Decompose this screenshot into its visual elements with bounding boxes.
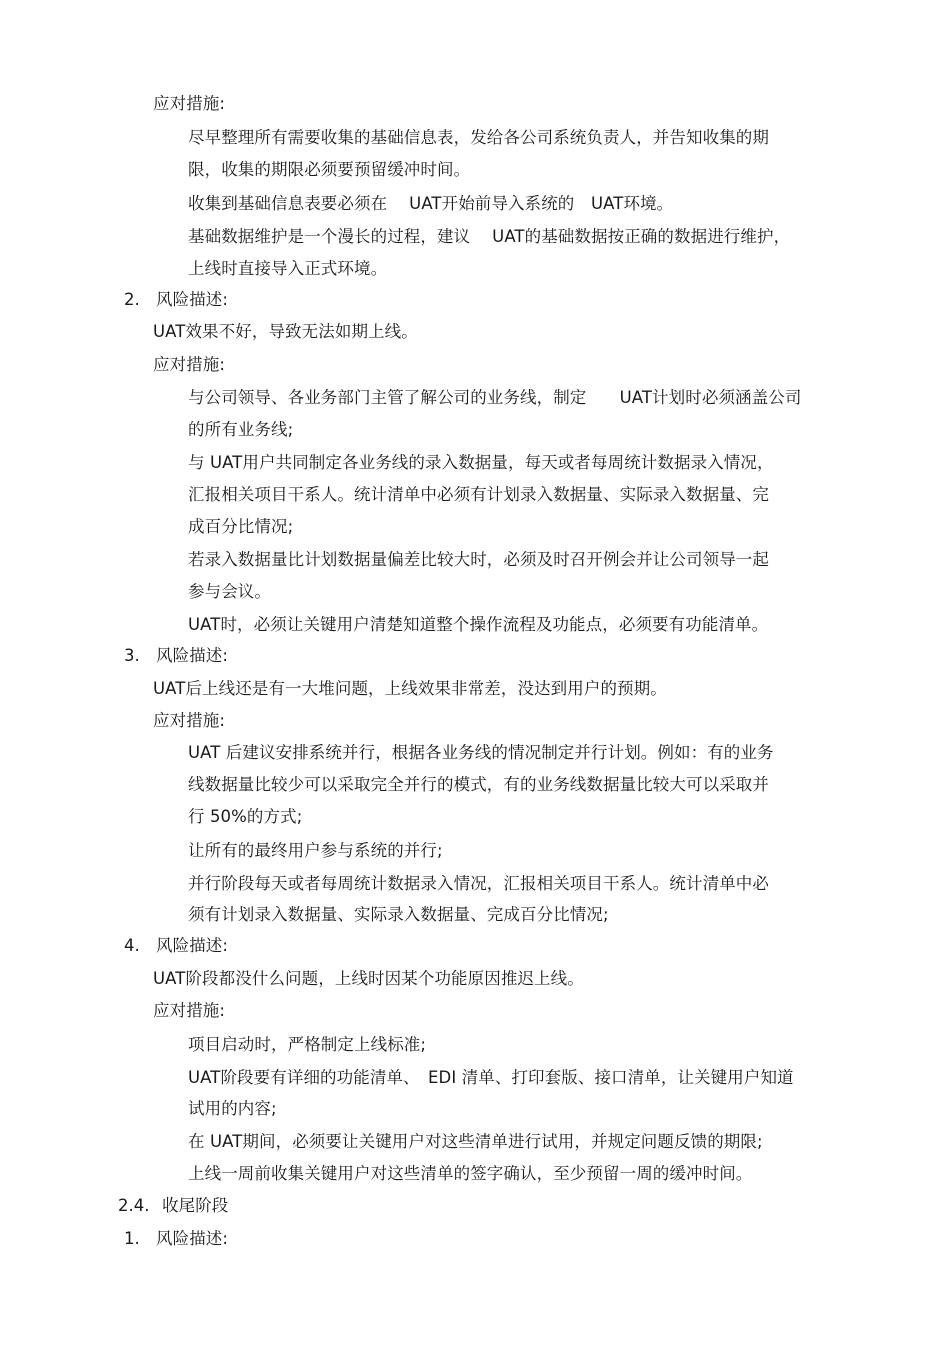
measure-text: 在 UAT期间，必须要让关键用户对这些清单进行试用，并规定问题反馈的期限;: [188, 1132, 763, 1151]
measure-text: UAT阶段要有详细的功能清单、 EDI 清单、打印套版、接口清单，让关键用户知道: [188, 1068, 794, 1087]
measure-text-cont: 上线时直接导入正式环境。: [188, 259, 388, 278]
measure-text-cont: 行 50%的方式;: [188, 807, 303, 826]
measure-text: UAT时，必须让关键用户清楚知道整个操作流程及功能点，必须要有功能清单。: [188, 615, 769, 634]
measures-heading: 应对措施:: [153, 94, 226, 113]
measure-text: 项目启动时，严格制定上线标准;: [188, 1035, 427, 1054]
measure-text-cont: 限，收集的期限必须要预留缓冲时间。: [188, 160, 471, 179]
measure-text: 若录入数据量比计划数据量偏差比较大时，必须及时召开例会并让公司领导一起: [188, 550, 769, 569]
list-number: 2.: [124, 290, 140, 309]
measure-text: UAT 后建议安排系统并行，根据各业务线的情况制定并行计划。例如：有的业务: [188, 743, 774, 762]
measure-text: 让所有的最终用户参与系统的并行;: [188, 841, 443, 860]
measure-text: 并行阶段每天或者每周统计数据录入情况，汇报相关项目干系人。统计清单中必: [188, 874, 769, 893]
measure-text-cont: 汇报相关项目干系人。统计清单中必须有计划录入数据量、实际录入数据量、完: [188, 485, 769, 504]
measure-text-cont: 试用的内容;: [188, 1099, 277, 1118]
measure-text: 尽早整理所有需要收集的基础信息表，发给各公司系统负责人，并告知收集的期: [188, 128, 769, 147]
risk-description: UAT效果不好，导致无法如期上线。: [153, 322, 418, 341]
list-number: 1.: [124, 1229, 140, 1248]
measure-text: 上线一周前收集关键用户对这些清单的签字确认，至少预留一周的缓冲时间。: [188, 1164, 753, 1183]
risk-heading: 风险描述:: [156, 936, 229, 955]
measure-text-cont: 须有计划录入数据量、实际录入数据量、完成百分比情况;: [188, 905, 609, 924]
list-number: 4.: [124, 936, 140, 955]
risk-description: UAT后上线还是有一大堆问题，上线效果非常差，没达到用户的预期。: [153, 679, 667, 698]
measure-text-cont: 参与会议。: [188, 582, 271, 601]
risk-heading: 风险描述:: [156, 290, 229, 309]
measures-heading: 应对措施:: [153, 1001, 226, 1020]
risk-heading: 风险描述:: [156, 646, 229, 665]
section-heading: 收尾阶段: [162, 1196, 229, 1215]
list-number: 3.: [124, 646, 140, 665]
measure-text-cont: 成百分比情况;: [188, 517, 294, 536]
measures-heading: 应对措施:: [153, 355, 226, 374]
risk-heading: 风险描述:: [156, 1229, 229, 1248]
measure-text: 基础数据维护是一个漫长的过程，建议 UAT的基础数据按正确的数据进行维护，: [188, 227, 791, 246]
risk-description: UAT阶段都没什么问题，上线时因某个功能原因推迟上线。: [153, 969, 584, 988]
measure-text-cont: 线数据量比较少可以采取完全并行的模式，有的业务线数据量比较大可以采取并: [188, 775, 769, 794]
measures-heading: 应对措施:: [153, 711, 226, 730]
measure-text-cont: 的所有业务线;: [188, 420, 294, 439]
measure-text: 与公司领导、各业务部门主管了解公司的业务线，制定 UAT计划时必须涵盖公司: [188, 388, 802, 407]
section-number: 2.4.: [118, 1196, 150, 1215]
measure-text: 收集到基础信息表要必须在 UAT开始前导入系统的 UAT环境。: [188, 194, 674, 213]
measure-text: 与 UAT用户共同制定各业务线的录入数据量，每天或者每周统计数据录入情况，: [188, 453, 774, 472]
